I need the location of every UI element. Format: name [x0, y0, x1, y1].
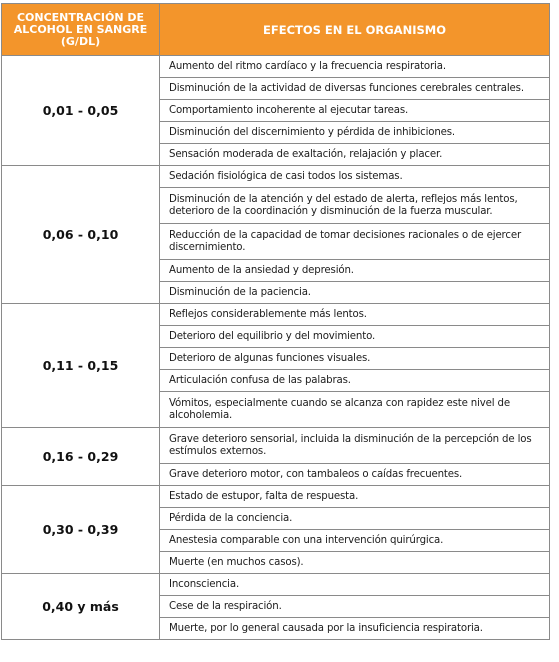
effect-cell: Reducción de la capacidad de tomar decisiones racionales o de ejercer discernimiento. [160, 224, 550, 260]
concentration-range: 0,30 - 0,39 [2, 486, 160, 574]
alcohol-effects-table [1, 3, 550, 640]
effect-cell: Disminución de la actividad de diversas funciones cerebrales centrales. [160, 78, 550, 100]
table-row [2, 166, 550, 188]
effect-cell: Disminución de la atención y del estado de alerta, reflejos más lentos, deterioro de la coordinación y disminución de la fuerza muscular. [160, 188, 550, 224]
concentration-range: 0,16 - 0,29 [2, 428, 160, 486]
header-row [2, 4, 550, 56]
effect-cell: Aumento de la ansiedad y depresión. [160, 260, 550, 282]
table-row [2, 486, 550, 508]
effect-cell: Disminución del discernimiento y pérdida de inhibiciones. [160, 122, 550, 144]
effect-cell: Estado de estupor, falta de respuesta. [160, 486, 550, 508]
concentration-range: 0,40 y más [2, 574, 160, 640]
concentration-range: 0,01 - 0,05 [2, 56, 160, 166]
effect-cell: Anestesia comparable con una intervención quirúrgica. [160, 530, 550, 552]
effect-cell: Vómitos, especialmente cuando se alcanza con rapidez este nivel de alcoholemia. [160, 392, 550, 428]
effect-cell: Muerte, por lo general causada por la insuficiencia respiratoria. [160, 618, 550, 640]
table-row [2, 428, 550, 464]
concentration-range: 0,06 - 0,10 [2, 166, 160, 304]
effect-cell: Disminución de la paciencia. [160, 282, 550, 304]
effect-cell: Grave deterioro sensorial, incluida la disminución de la percepción de los estímulos externos. [160, 428, 550, 464]
effect-cell: Cese de la respiración. [160, 596, 550, 618]
effect-cell: Reflejos considerablemente más lentos. [160, 304, 550, 326]
concentration-range: 0,11 - 0,15 [2, 304, 160, 428]
effect-cell: Muerte (en muchos casos). [160, 552, 550, 574]
effect-cell: Comportamiento incoherente al ejecutar tareas. [160, 100, 550, 122]
header-effects: EFECTOS EN EL ORGANISMO [160, 4, 550, 56]
header-concentration-line2: ALCOHOL EN SANGRE [13, 22, 148, 36]
table-row [2, 574, 550, 596]
effect-cell: Sensación moderada de exaltación, relajación y placer. [160, 144, 550, 166]
effect-cell: Aumento del ritmo cardíaco y la frecuencia respiratoria. [160, 56, 550, 78]
header-concentration-line1: CONCENTRACIÓN DE [16, 10, 145, 24]
effect-cell: Deterioro de algunas funciones visuales. [160, 348, 550, 370]
effect-cell: Inconsciencia. [160, 574, 550, 596]
effect-cell: Articulación confusa de las palabras. [160, 370, 550, 392]
effect-cell: Sedación fisiológica de casi todos los sistemas. [160, 166, 550, 188]
effect-cell: Deterioro del equilibrio y del movimiento. [160, 326, 550, 348]
alcohol-effects-table-container [1, 3, 549, 640]
table-row [2, 304, 550, 326]
table-row [2, 56, 550, 78]
effect-cell: Grave deterioro motor, con tambaleos o caídas frecuentes. [160, 464, 550, 486]
header-concentration-line3: (G/DL) [60, 34, 101, 48]
header-concentration [2, 4, 160, 56]
effect-cell: Pérdida de la conciencia. [160, 508, 550, 530]
